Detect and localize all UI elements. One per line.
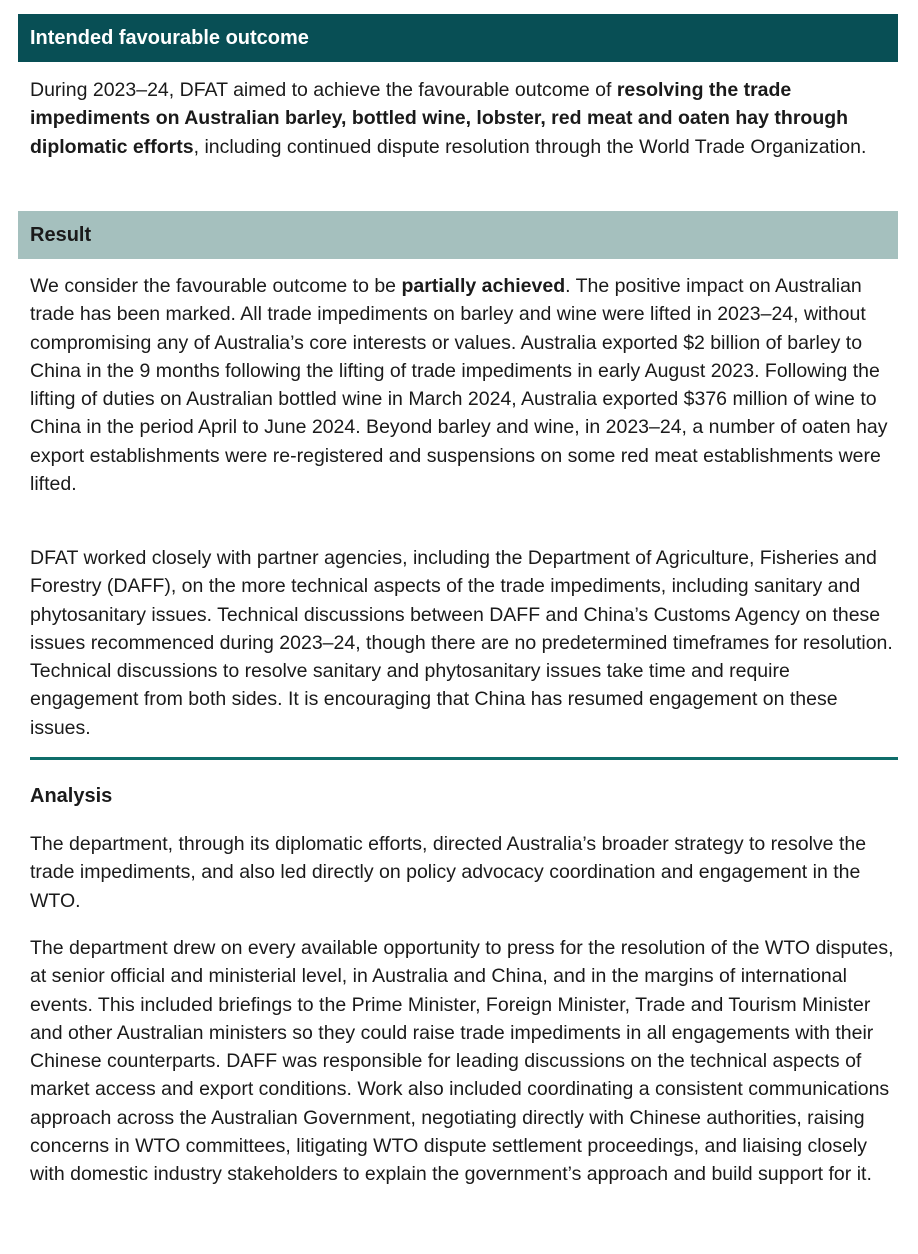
intended-outcome-text-post: , including continued dispute resolution through the World Trade Organization. [193, 135, 867, 158]
intended-outcome-paragraph [30, 76, 896, 161]
result-paragraph-2: DFAT worked closely with partner agencies, including the Department of Agriculture, Fisheries and Forestry (DAFF), on the more technical aspects of the trade impediments, including sanitary and phytosanitary issues. Technical discussions between DAFF and China’s Customs Agency on these issues recommenced during 2023–24, though there are no predetermined timeframes for resolution. Technical discussions to resolve sanitary and phytosanitary issues take time and require engagement from both sides. It is encouraging that China has resumed engagement on these issues. [30, 547, 893, 739]
analysis-heading: Analysis [30, 785, 113, 807]
intended-outcome-heading-text: Intended favourable outcome [30, 26, 309, 49]
result-text-bold: partially achieved [401, 275, 566, 297]
result-paragraph-1 [30, 272, 896, 498]
analysis-paragraph-2: The department drew on every available opportunity to press for the resolution of the WTO disputes, at senior official and ministerial level, in Australia and China, and in the margins of international events. This included briefings to the Prime Minister, Foreign Minister, Trade and Tourism Minister and other Australian ministers so they could raise trade impediments in all engagements with their Chinese counterparts. DAFF was responsible for leading discussions on the technical aspects of market access and export conditions. Work also included coordinating a consistent communications approach across the Australian Government, negotiating directly with Chinese authorities, raising concerns in WTO committees, litigating WTO dispute settlement proceedings, and liaising closely with domestic industry stakeholders to explain the government’s approach and build support for it. [30, 937, 894, 1186]
intended-outcome-text-bold: resolving the trade impediments on Australian barley, bottled wine, lobster, red meat and oaten hay through diplomatic efforts [30, 79, 849, 158]
result-text-pre: We consider the favourable outcome to be [30, 275, 402, 297]
analysis-paragraph-1: The department, through its diplomatic efforts, directed Australia’s broader strategy to resolve the trade impediments, and also led directly on policy advocacy coordination and engagement in the WTO. [30, 833, 867, 912]
result-text-post: . The positive impact on Australian trade has been marked. All trade impediments on barley and wine were lifted in 2023–24, without compromising any of Australia’s core interests or values. Australia exported $2 billion of barley to China in the 9 months following the lifting of trade impediments in early August 2023. Following the lifting of duties on Australian bottled wine in March 2024, Australia exported $376 million of wine to China in the period April to June 2024. Beyond barley and wine, in 2023–24, a number of oaten hay export establishments were re-registered and suspensions on some red meat establishments were lifted. [30, 275, 888, 496]
intended-outcome-heading [18, 14, 898, 62]
result-heading [18, 211, 898, 259]
intended-outcome-text-pre: During 2023–24, DFAT aimed to achieve the favourable outcome of [30, 79, 617, 101]
section-divider [30, 757, 898, 760]
result-heading-text: Result [30, 223, 92, 246]
